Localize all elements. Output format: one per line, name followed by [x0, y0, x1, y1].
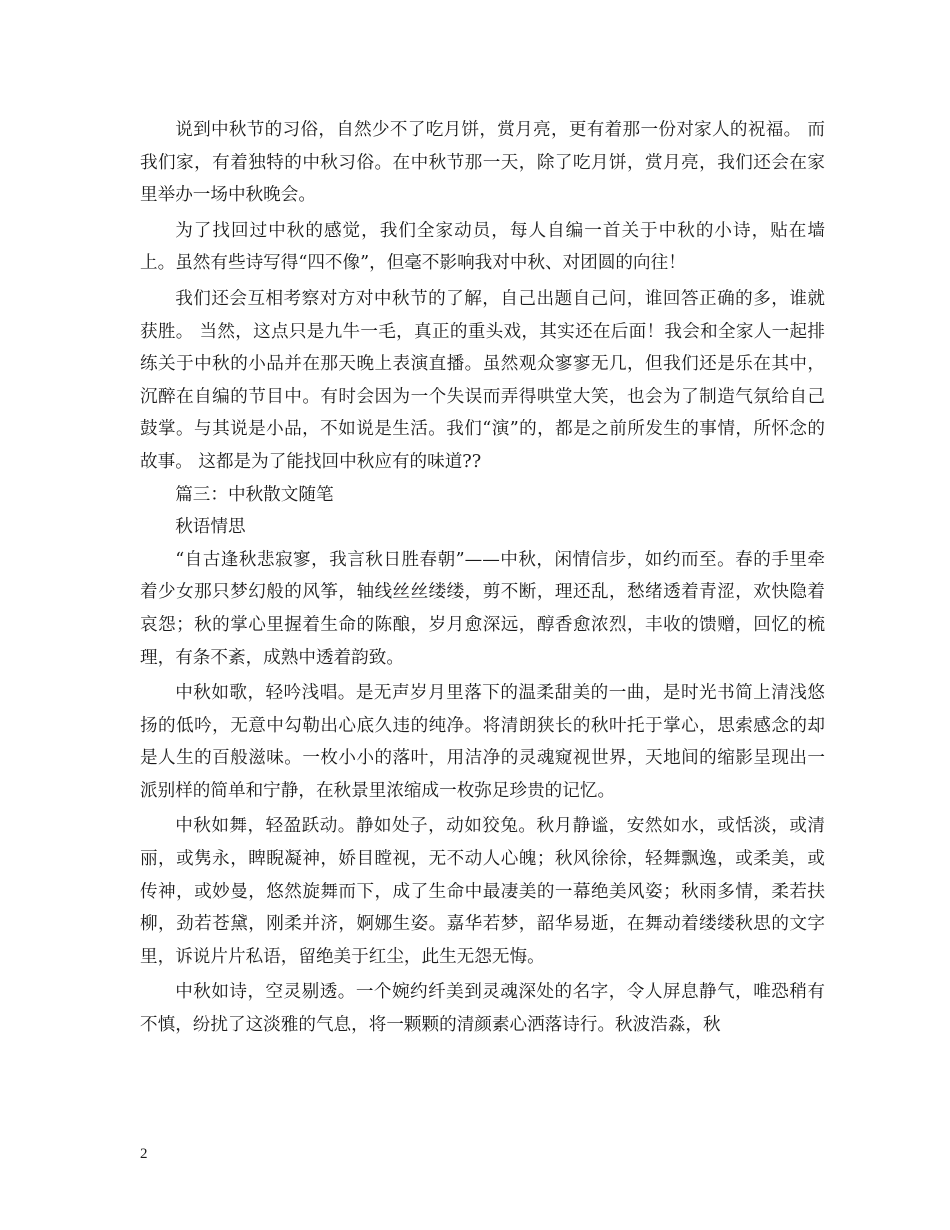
paragraph-family-poems: 为了找回过中秋的感觉，我们全家动员，每人自编一首关于中秋的小诗，贴在墙上。虽然有些诗写得“四不像”，但毫不影响我对中秋、对团圆的向往！ — [140, 220, 825, 274]
document-body — [140, 114, 825, 1042]
essay-title: 秋语情思 — [175, 517, 246, 538]
paragraph-mid-autumn-customs: 说到中秋节的习俗，自然少不了吃月饼，赏月亮，更有着那一份对家人的祝福。 而我们家，有着独特的中秋习俗。在中秋节那一天，除了吃月饼，赏月亮，我们还会在家里举办一场中秋晚会。 — [140, 120, 825, 206]
section-heading: 篇三：中秋散文随笔 — [175, 484, 334, 505]
essay-paragraph-dance: 中秋如舞，轻盈跃动。静如处子，动如狡兔。秋月静谧，安然如水，或恬淡，或清丽，或隽永，睥睨凝神，娇目瞠视，无不动人心魄；秋风徐徐，轻舞飘逸，或柔美，或传神，或妙曼，悠然旋舞而下，成了生命中最凄美的一幕绝美风姿；秋雨多情，柔若扶柳，劲若苍黛，刚柔并济，婀娜生姿。嘉华若梦，韶华易逝，在舞动着缕缕秋思的文字里，诉说片片私语，留绝美于红尘，此生无怨无悔。 — [140, 816, 825, 967]
essay-paragraph-song: 中秋如歌，轻吟浅唱。是无声岁月里落下的温柔甜美的一曲，是时光书简上清浅悠扬的低吟，无意中勾勒出心底久违的纯净。将清朗狭长的秋叶托于掌心，思索感念的却是人生的百般滋味。一枚小小的落叶，用洁净的灵魂窥视世界，天地间的缩影呈现出一派别样的简单和宁静，在秋景里浓缩成一枚弥足珍贵的记忆。 — [140, 683, 825, 801]
essay-paragraph-poem: 中秋如诗，空灵剔透。一个婉约纤美到灵魂深处的名字，令人屏息静气，唯恐稍有不慎，纷扰了这淡雅的气息，将一颗颗的清颜素心洒落诗行。秋波浩淼，秋 — [140, 982, 825, 1036]
essay-paragraph-intro: “自古逢秋悲寂寥，我言秋日胜春朝”——中秋，闲情信步，如约而至。春的手里牵着少女那只梦幻般的风筝，轴线丝丝缕缕，剪不断，理还乱，愁绪透着青涩，欢快隐着哀怨；秋的掌心里握着生命的陈酿，岁月愈深远，醇香愈浓烈，丰收的馈赠，回忆的梳理，有条不紊，成熟中透着韵致。 — [140, 549, 825, 668]
page-number: 2 — [140, 1146, 148, 1162]
paragraph-family-skits: 我们还会互相考察对方对中秋节的了解，自己出题自己问，谁回答正确的多，谁就获胜。 当然，这点只是九牛一毛，真正的重头戏，其实还在后面！我会和全家人一起排练关于中秋的小品并在那天晚上表演直播。虽然观众寥寥无几，但我们还是乐在其中，沉醉在自编的节目中。有时会因为一个失误而弄得哄堂大笑，也会为了制造气氛给自己鼓掌。与其说是小品，不如说是生活。我们“演”的，都是之前所发生的事情，所怀念的故事。 这都是为了能找回中秋应有的味道?? — [140, 288, 825, 472]
